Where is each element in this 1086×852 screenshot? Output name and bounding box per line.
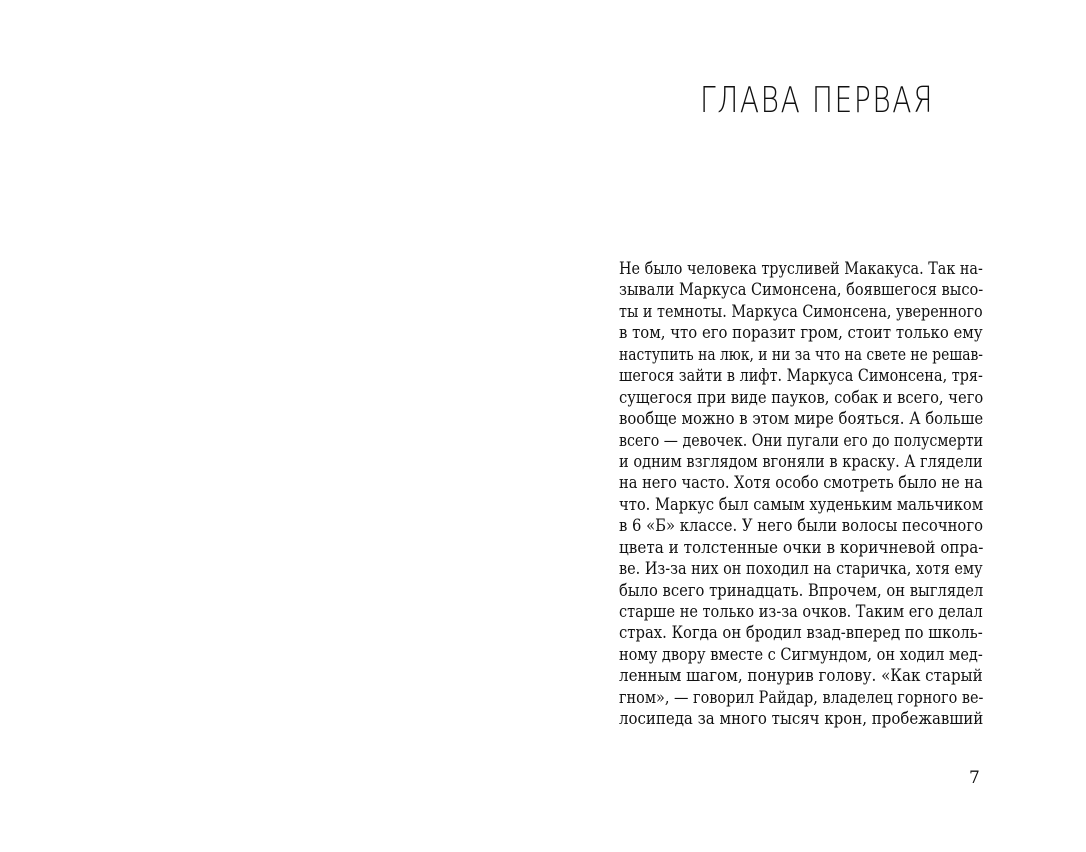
- text-line: старше не только из-за очков. Таким его делал: [619, 602, 983, 621]
- chapter-body-text: [619, 258, 986, 730]
- text-line: лосипеда за много тысяч крон, пробежавший: [619, 709, 984, 729]
- text-line: страх. Когда он бродил взад-вперед по школь-: [619, 623, 983, 643]
- text-line: шегося зайти в лифт. Маркуса Симонсена, тря-: [619, 366, 983, 386]
- chapter-title: ГЛАВА ПЕРВАЯ: [700, 80, 935, 121]
- page-number: 7: [969, 768, 980, 788]
- text-line: на него часто. Хотя особо смотреть было не на: [619, 473, 983, 493]
- text-line: гном», — говорил Райдар, владелец горного ве-: [619, 687, 984, 707]
- text-line: зывали Маркуса Симонсена, боявшегося высо-: [619, 280, 984, 300]
- text-line: в 6 «Б» классе. У него были волосы песочного: [619, 516, 983, 536]
- text-line: ленным шагом, понурив голову. «Как старый: [619, 666, 983, 686]
- text-line: ве. Из-за них он походил на старичка, хотя ему: [619, 559, 983, 579]
- text-line: ты и темноты. Маркуса Симонсена, уверенного: [619, 301, 983, 321]
- text-line: Не было человека трусливей Макакуса. Так на-: [619, 259, 983, 278]
- text-line: и одним взглядом вгоняли в краску. А глядели: [619, 451, 983, 471]
- text-line: цвета и толстенные очки в коричневой опра-: [619, 537, 984, 557]
- text-line: было всего тринадцать. Впрочем, он выглядел: [619, 580, 984, 600]
- text-line: в том, что его поразит гром, стоит только ему: [619, 323, 983, 343]
- text-line: что. Маркус был самым худеньким мальчиком: [619, 494, 984, 514]
- text-line: всего — девочек. Они пугали его до полусмерти: [619, 430, 984, 450]
- text-line: сущегося при виде пауков, собак и всего, чего: [619, 387, 984, 407]
- text-line: наступить на люк, и ни за что на свете не решав-: [619, 344, 983, 364]
- text-line: ному двору вместе с Сигмундом, он ходил мед-: [619, 644, 983, 664]
- text-line: вообще можно в этом мире бояться. А больше: [619, 409, 984, 429]
